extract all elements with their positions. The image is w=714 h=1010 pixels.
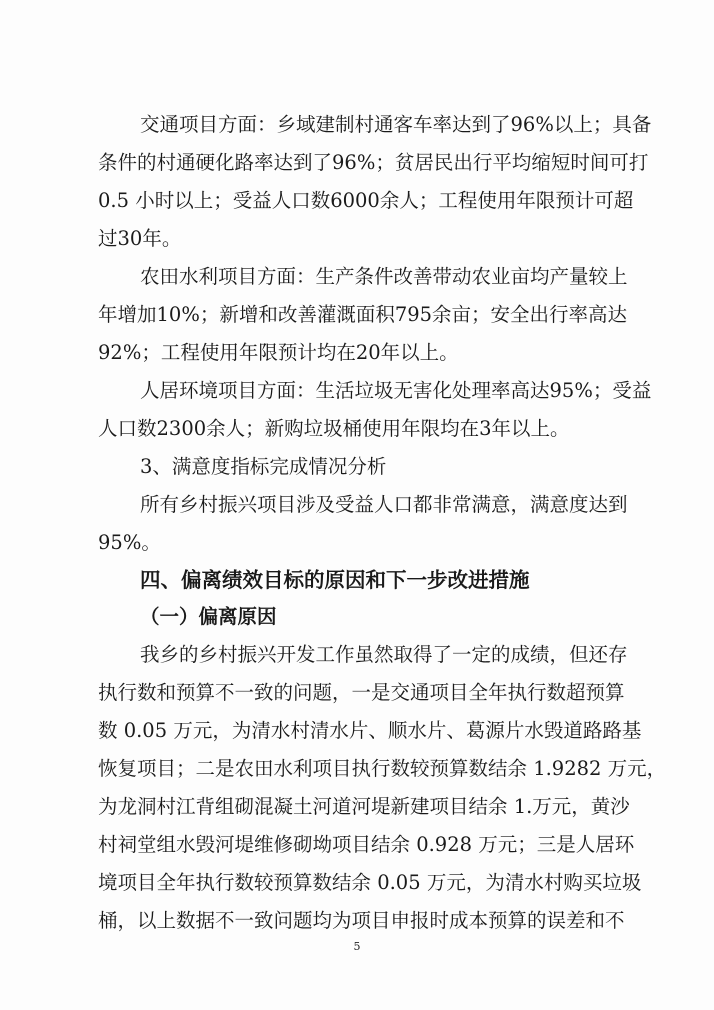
paragraph-line: 95%。 — [98, 531, 161, 554]
paragraph-line: 为龙洞村江背组砌混凝土河道河堤新建项目结余 1.万元，黄沙 — [98, 795, 630, 818]
satisfaction-subtitle: 3、满意度指标完成情况分析 — [140, 455, 387, 478]
paragraph-line: 条件的村通硬化路率达到了96%；贫居民出行平均缩短时间可打 — [98, 151, 649, 174]
paragraph-line: 人居环境项目方面：生活垃圾无害化处理率高达95%；受益 — [140, 379, 652, 402]
paragraph-line: 我乡的乡村振兴开发工作虽然取得了一定的成绩，但还存 — [140, 643, 628, 666]
paragraph-line: 恢复项目；二是农田水利项目执行数较预算数结余 1.9282 万元， — [98, 757, 667, 780]
paragraph-line: 村祠堂组水毁河堤维修砌坳项目结余 0.928 万元；三是人居环 — [98, 833, 635, 856]
paragraph-line: 所有乡村振兴项目涉及受益人口都非常满意，满意度达到 — [140, 493, 628, 516]
paragraph-line: 人口数2300余人；新购垃圾桶使用年限均在3年以上。 — [98, 417, 570, 440]
paragraph-line: 执行数和预算不一致的问题，一是交通项目全年执行数超预算 — [98, 681, 625, 704]
paragraph-line: 92%；工程使用年限预计均在20年以上。 — [98, 341, 459, 364]
paragraph-line: 境项目全年执行数较预算数结余 0.05 万元，为清水村购买垃圾 — [98, 871, 642, 894]
paragraph-line: 数 0.05 万元，为清水村清水片、顺水片、葛源片水毁道路路基 — [98, 719, 642, 742]
paragraph-line: 年增加10%；新增和改善灌溉面积795余亩；安全出行率高达 — [98, 303, 628, 326]
section-heading: 四、偏离绩效目标的原因和下一步改进措施 — [140, 568, 530, 592]
paragraph-line: 过30年。 — [98, 227, 182, 250]
subsection-heading: （一）偏离原因 — [140, 605, 277, 628]
page-number: 5 — [353, 940, 361, 953]
paragraph-line: 农田水利项目方面：生产条件改善带动农业亩均产量较上 — [140, 265, 628, 288]
paragraph-line: 桶，以上数据不一致问题均为项目申报时成本预算的误差和不 — [98, 909, 625, 932]
paragraph-line: 交通项目方面：乡域建制村通客车率达到了96%以上；具备 — [140, 113, 652, 136]
paragraph-line: 0.5 小时以上；受益人口数6000余人；工程使用年限预计可超 — [98, 189, 634, 212]
